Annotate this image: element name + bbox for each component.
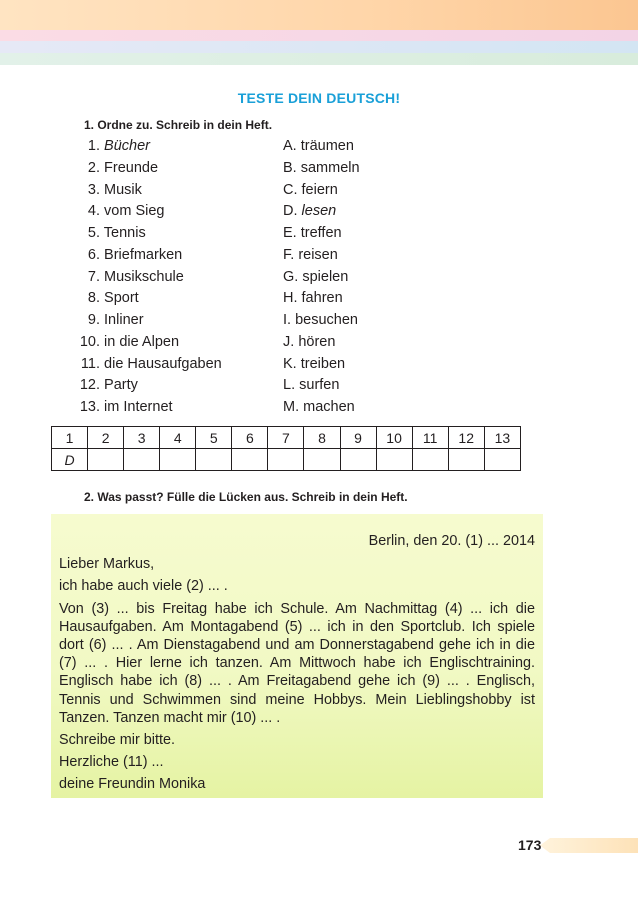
- list-item: L. surfen: [283, 377, 340, 394]
- table-cell: 5: [196, 427, 232, 449]
- table-cell: [304, 449, 340, 471]
- table-cell: [124, 449, 160, 471]
- page-title: TESTE DEIN DEUTSCH!: [237, 90, 401, 106]
- table-cell: 4: [160, 427, 196, 449]
- letter-line: ich habe auch viele (2) ... .: [59, 578, 228, 595]
- table-cell: [268, 449, 304, 471]
- list-item: C. feiern: [283, 181, 338, 198]
- page-arrow-decoration: [540, 838, 638, 853]
- header-band-pink: [0, 30, 638, 41]
- list-item: 6. Briefmarken: [87, 246, 183, 263]
- list-item: H. fahren: [283, 290, 343, 307]
- letter-request: Schreibe mir bitte.: [59, 732, 175, 749]
- list-item: 4. vom Sieg: [87, 203, 165, 220]
- letter-box: [51, 514, 543, 798]
- table-cell: 7: [268, 427, 304, 449]
- table-cell: [448, 449, 484, 471]
- list-item: 11. die Hausaufgaben: [80, 355, 222, 372]
- letter-greeting: Lieber Markus,: [59, 556, 155, 573]
- list-item: 5. Tennis: [87, 225, 146, 241]
- table-cell: [484, 449, 520, 471]
- list-item: 8. Sport: [87, 290, 139, 307]
- table-cell: [160, 449, 196, 471]
- letter-date: Berlin, den 20. (1) ... 2014: [368, 533, 535, 549]
- list-item: G. spielen: [283, 268, 349, 285]
- answer-table: [51, 426, 521, 471]
- list-item: M. machen: [283, 399, 355, 415]
- letter-body: Von (3) ... bis Freitag habe ich Schule. Am Nachmittag (4) ... ich die Hausaufgaben. Am Montagabend (5) ... ich in den Sportclub. Ich spiele dort (6) ... . Am Dienstagabend und am Donnerstagabend gehe ich in die (7) ... . Hier lerne ich tanzen. Am Mittwoch habe ich Englischtraining. Englisch habe ich (8) ... . Am Freitagabend gehe ich (9) ... . Englisch, Tennis und Schwimmen sind meine Hobbys. Mein Lieblingshobby ist Tanzen. Tanzen macht mir (10) ... .: [59, 600, 535, 726]
- table-cell: [376, 449, 412, 471]
- table-cell: [88, 449, 124, 471]
- list-item: E. treffen: [283, 225, 342, 241]
- list-item: D. lesen: [283, 203, 337, 220]
- header-band-green: [0, 53, 638, 65]
- list-item: I. besuchen: [283, 312, 358, 328]
- table-cell: 2: [88, 427, 124, 449]
- list-item: A. träumen: [283, 138, 354, 154]
- table-cell: [340, 449, 376, 471]
- list-item: 2. Freunde: [87, 159, 159, 176]
- table-cell: [412, 449, 448, 471]
- table-cell: 12: [448, 427, 484, 449]
- task2-heading: 2. Was passt? Fülle die Lücken aus. Schreib in dein Heft.: [84, 490, 408, 504]
- list-item: 3. Musik: [87, 181, 142, 198]
- answer-table-answer-row: [52, 449, 521, 471]
- table-cell: 8: [304, 427, 340, 449]
- list-item: K. treiben: [283, 355, 346, 372]
- task1-heading: 1. Ordne zu. Schreib in dein Heft.: [84, 118, 273, 132]
- word-list-left: [72, 136, 272, 419]
- list-item: 12. Party: [79, 377, 138, 394]
- table-cell: 6: [232, 427, 268, 449]
- list-item: 10. in die Alpen: [79, 333, 180, 350]
- answer-table-header-row: [52, 427, 521, 449]
- table-cell: 10: [376, 427, 412, 449]
- list-item: J. hören: [283, 333, 336, 350]
- word-list-right: [283, 136, 443, 419]
- table-cell: 11: [412, 427, 448, 449]
- table-cell: [232, 449, 268, 471]
- table-cell: 13: [484, 427, 520, 449]
- table-cell: 1: [52, 427, 88, 449]
- page-number: 173: [518, 837, 542, 853]
- header-band-blue: [0, 41, 638, 53]
- list-item: B. sammeln: [283, 159, 360, 176]
- header-band-orange: [0, 0, 638, 30]
- table-cell: 3: [124, 427, 160, 449]
- list-item: F. reisen: [283, 246, 338, 263]
- table-cell: 9: [340, 427, 376, 449]
- list-item: 1. Bücher: [87, 138, 150, 154]
- letter-closing: Herzliche (11) ...: [59, 754, 164, 771]
- list-item: 7. Musikschule: [87, 268, 184, 285]
- list-item: 13. im Internet: [79, 399, 173, 415]
- list-item: 9. Inliner: [87, 312, 144, 328]
- table-cell: D: [52, 449, 88, 471]
- letter-signature: deine Freundin Monika: [59, 776, 206, 793]
- table-cell: [196, 449, 232, 471]
